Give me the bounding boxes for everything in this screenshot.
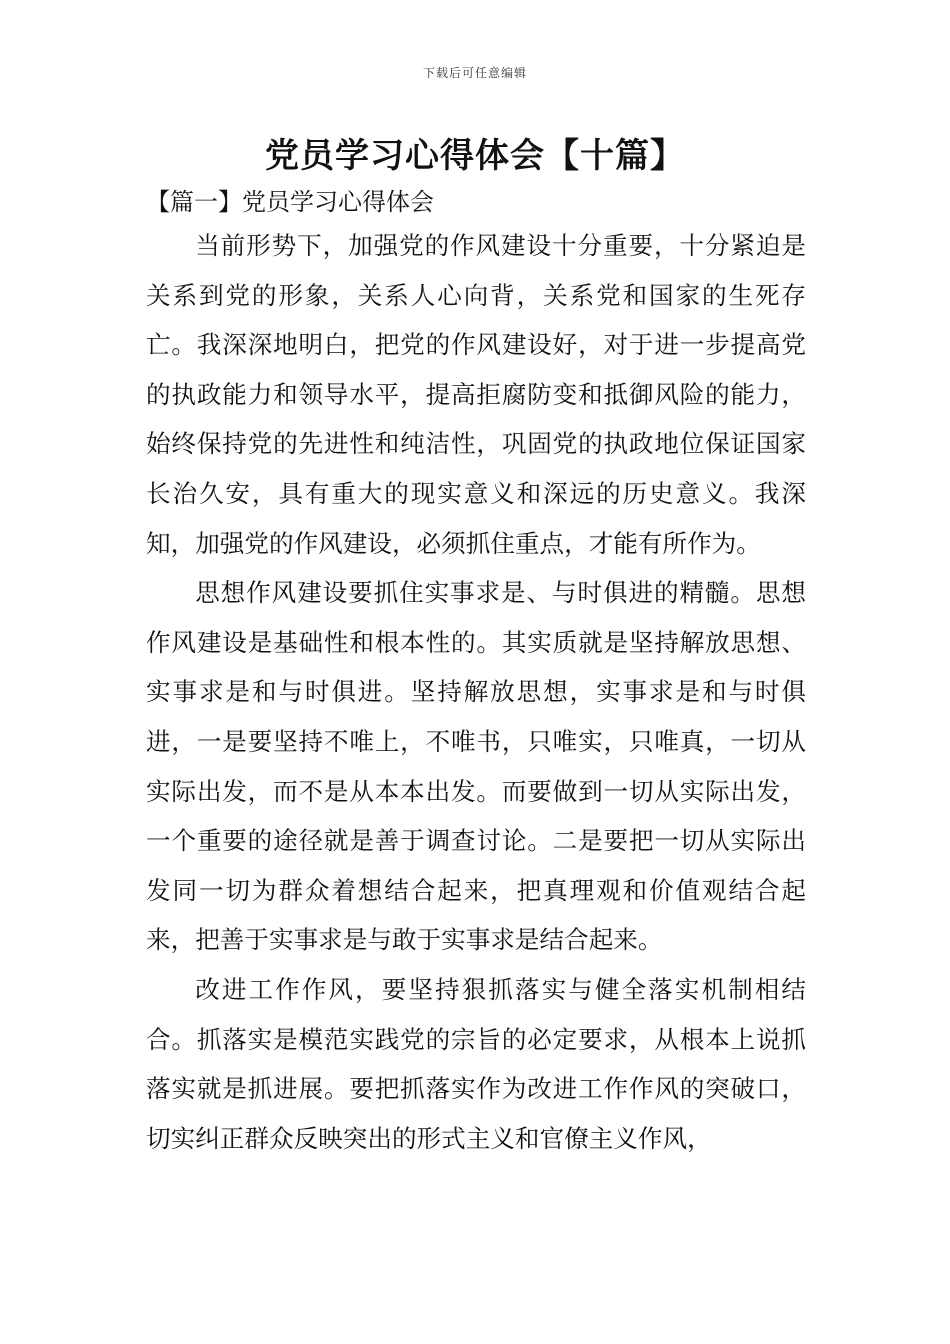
header-note: 下载后可任意编辑	[422, 66, 527, 80]
paragraph-3: 改进工作作风，要坚持狠抓落实与健全落实机制相结合。抓落实是模范实践党的宗旨的必定要求，从根本上说抓落实就是抓进展。要把抓落实作为改进工作作风的突破口，切实纠正群众反映突出的形式主义和官僚主义作风，	[146, 974, 806, 1153]
document-title: 党员学习心得体会【十篇】	[265, 136, 685, 176]
body-text	[146, 221, 806, 1163]
section-heading: 【篇一】党员学习心得体会	[146, 188, 434, 216]
paragraph-2: 思想作风建设要抓住实事求是、与时俱进的精髓。思想作风建设是基础性和根本性的。其实质就是坚持解放思想、实事求是和与时俱进。坚持解放思想，实事求是和与时俱进，一是要坚持不唯上，不唯书，只唯实，只唯真，一切从实际出发，而不是从本本出发。而要做到一切从实际出发，一个重要的途径就是善于调查讨论。二是要把一切从实际出发同一切为群众着想结合起来，把真理观和价值观结合起来，把善于实事求是与敢于实事求是结合起来。	[146, 578, 806, 955]
paragraph-1: 当前形势下，加强党的作风建设十分重要，十分紧迫是关系到党的形象，关系人心向背，关系党和国家的生死存亡。我深深地明白，把党的作风建设好，对于进一步提高党的执政能力和领导水平，提高拒腐防变和抵御风险的能力，始终保持党的先进性和纯洁性，巩固党的执政地位保证国家长治久安，具有重大的现实意义和深远的历史意义。我深知，加强党的作风建设，必须抓住重点，才能有所作为。	[146, 231, 806, 558]
